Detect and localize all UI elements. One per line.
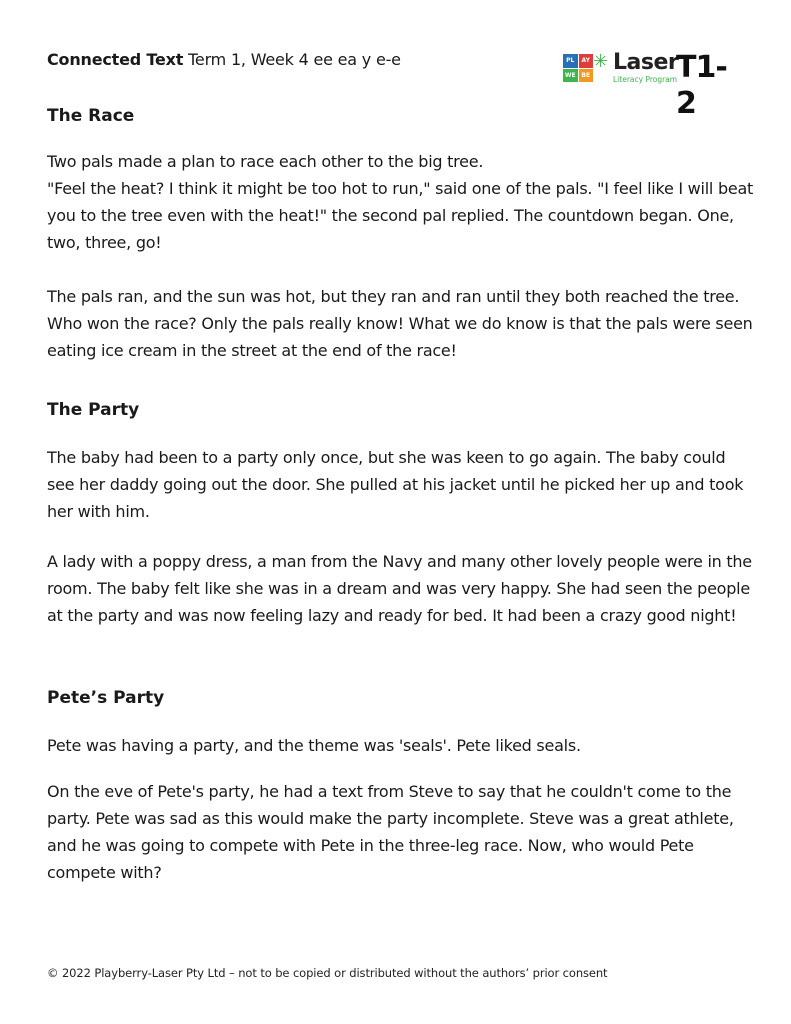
- race-paragraph-2: The pals ran, and the sun was hot, but they ran and ran until they both reached the tree. Who won the race? Only the pals really know! What we do know is that the pals were seen eating ice cream in the street at the end of the race!: [47, 287, 753, 360]
- logo-subtitle: Literacy Program: [613, 75, 678, 84]
- logo-grid-cell: AY: [579, 54, 594, 68]
- logo-level: T1-2: [676, 50, 727, 121]
- laser-logo: [563, 50, 728, 121]
- logo-grid-cell: WE: [563, 69, 578, 83]
- header-detail: Term 1, Week 4 ee ea y e-e: [188, 50, 401, 69]
- section-title-petes-party: Pete’s Party: [47, 688, 165, 708]
- petes-party-paragraph-1: Pete was having a party, and the theme was 'seals'. Pete liked seals.: [47, 736, 581, 755]
- race-paragraph-1: Two pals made a plan to race each other to the big tree. "Feel the heat? I think it might be too hot to run," said one of the pals. "I feel like I will beat you to the tree even with the heat!" the second pal replied. The countdown began. One, two, three, go!: [47, 152, 754, 252]
- logo-word: Laser: [613, 50, 679, 75]
- party-paragraph-1: The baby had been to a party only once, but she was keen to go again. The baby could see her daddy going out the door. She pulled at his jacket until he picked her up and took her with him.: [47, 448, 744, 521]
- copyright-footer: © 2022 Playberry-Laser Pty Ltd – not to be copied or distributed without the authors’ prior consent: [47, 966, 608, 980]
- header-label: Connected Text: [47, 50, 184, 69]
- star-burst-icon: ✳: [593, 51, 609, 72]
- logo-grid-cell: PL: [563, 54, 578, 68]
- section-title-party: The Party: [47, 400, 140, 420]
- section-title-race: The Race: [47, 106, 135, 126]
- party-paragraph-2: A lady with a poppy dress, a man from the Navy and many other lovely people were in the room. The baby felt like she was in a dream and was very happy. She had seen the people at the party and was now feeling lazy and ready for bed. It had been a crazy good night!: [47, 552, 752, 625]
- petes-party-paragraph-2: On the eve of Pete's party, he had a text from Steve to say that he couldn't come to the party. Pete was sad as this would make the party incomplete. Steve was a great athlete, and he was going to compete with Pete in the three-leg race. Now, who would Pete compete with?: [47, 782, 734, 882]
- logo-grid-cell: BE: [579, 69, 594, 83]
- logo-grid-icon: [563, 54, 593, 82]
- page-header: [47, 50, 401, 69]
